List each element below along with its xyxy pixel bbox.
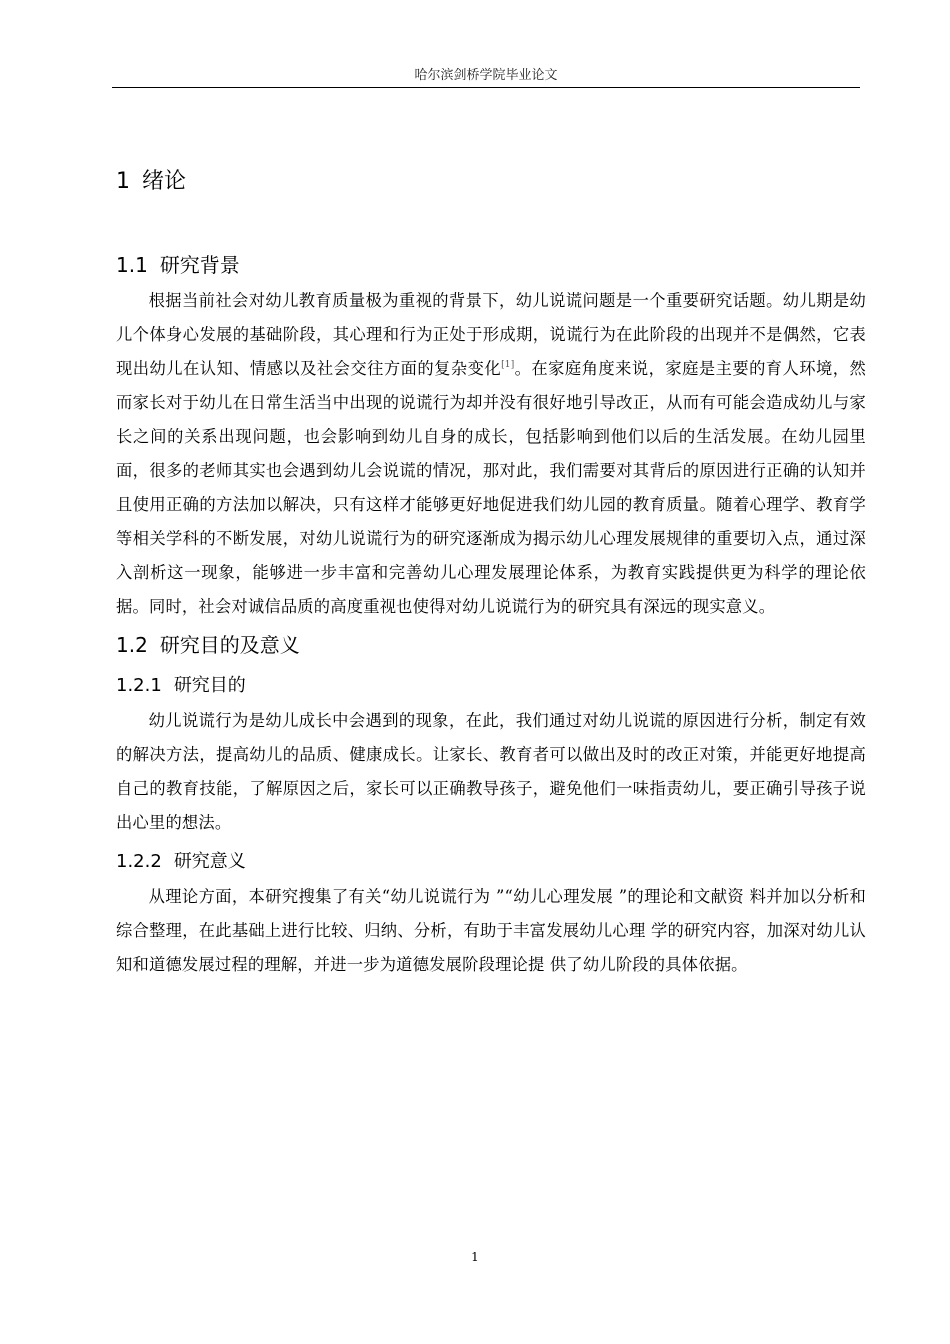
subsection-number: 1.2.2 (116, 851, 162, 872)
paragraph-text: 根据当前社会对幼儿教育质量极为重视的背景下，幼儿说谎问题是一个重要研究话题。幼儿期是幼儿个体身心发展的基础阶段，其心理和行为正处于形成期，说谎行为在此阶段的出现并不是偶然，它表现出幼儿在认知、情感以及社会交往方面的复杂变化 (116, 291, 866, 378)
chapter-title: 绪论 (142, 169, 187, 194)
paragraph-research-background (116, 284, 866, 624)
section-number: 1.2 (116, 633, 148, 657)
chapter-heading (116, 162, 866, 202)
paragraph-research-significance: 从理论方面，本研究搜集了有关“幼儿说谎行为 ”“幼儿心理发展 ”的理论和文献资 料并加以分析和综合整理，在此基础上进行比较、归纳、分析，有助于丰富发展幼儿心理 学的研究内容，加深对幼儿认知和道德发展过程的理解，并进一步为道德发展阶段理论提 供了幼儿阶段的具体依据。 (116, 887, 866, 974)
running-header: 哈尔滨剑桥学院毕业论文 (414, 68, 558, 83)
page-content (116, 150, 866, 982)
section-title: 研究目的及意义 (159, 633, 300, 657)
subsection-title: 研究目的 (173, 675, 246, 696)
subsection-heading-1-2-1 (116, 668, 866, 704)
section-title: 研究背景 (159, 253, 240, 277)
section-heading-1-1 (116, 246, 866, 284)
paragraph-research-purpose: 幼儿说谎行为是幼儿成长中会遇到的现象，在此，我们通过对幼儿说谎的原因进行分析，制定有效的解决方法，提高幼儿的品质、健康成长。让家长、教育者可以做出及时的改正对策，并能更好地提高自己的教育技能，了解原因之后，家长可以正确教导孩子，避免他们一味指责幼儿，要正确引导孩子说出心里的想法。 (116, 711, 866, 832)
section-heading-1-2 (116, 626, 866, 664)
header-rule (112, 87, 860, 88)
subsection-number: 1.2.1 (116, 675, 162, 696)
citation-reference: [1] (501, 360, 515, 370)
paragraph-text: 。在家庭角度来说，家庭是主要的育人环境，然而家长对于幼儿在日常生活当中出现的说谎行为却并没有很好地引导改正，从而有可能会造成幼儿与家长之间的关系出现问题，也会影响到幼儿自身的成长，包括影响到他们以后的生活发展。在幼儿园里面，很多的老师其实也会遇到幼儿会说谎的情况，那对此，我们需要对其背后的原因进行正确的认知并且使用正确的方法加以解决，只有这样才能够更好地促进我们幼儿园的教育质量。随着心理学、教育学等相关学科的不断发展，对幼儿说谎行为的研究逐渐成为揭示幼儿心理发展规律的重要切入点，通过深入剖析这一现象，能够进一步丰富和完善幼儿心理发展理论体系，为教育实践提供更为科学的理论依据。同时，社会对诚信品质的高度重视也使得对幼儿说谎行为的研究具有深远的现实意义。 (116, 359, 866, 616)
chapter-number: 1 (116, 169, 130, 194)
subsection-title: 研究意义 (173, 851, 246, 872)
page-number: 1 (471, 1250, 479, 1264)
section-number: 1.1 (116, 253, 148, 277)
subsection-heading-1-2-2 (116, 844, 866, 880)
